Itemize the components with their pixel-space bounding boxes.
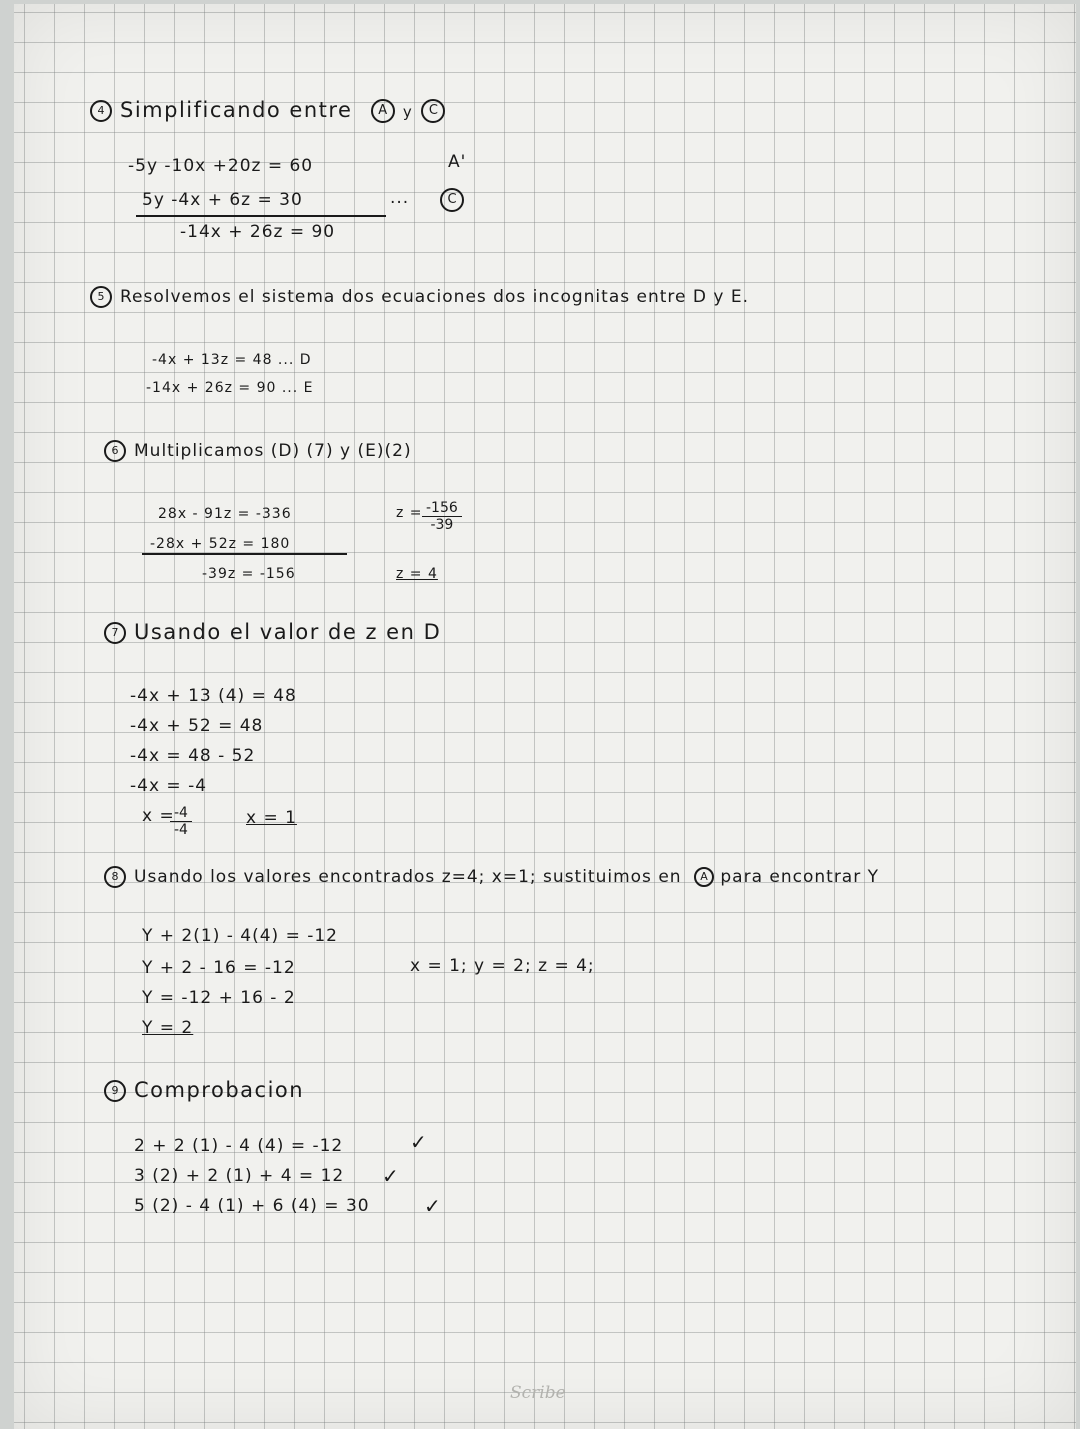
step-8-tail: para encontrar Y [720,867,879,887]
step-7-line-4: -4x = -4 [130,776,208,796]
check-line-1: 2 + 2 (1) - 4 (4) = -12 [134,1136,344,1156]
step-6-fraction [422,500,462,533]
step-6-line-2: -28x + 52z = 180 [150,536,291,552]
step-5-equation-e: -14x + 26z = 90 ... E [146,380,314,396]
step-6-fraction-numerator: -156 [422,500,462,517]
step-5-number: 5 [90,286,112,308]
step-6-result: z = 4 [396,566,438,582]
check-line-3: 5 (2) - 4 (1) + 6 (4) = 30 [134,1196,370,1216]
step-7-line-1: -4x + 13 (4) = 48 [130,686,297,706]
step-4-line-2-tag: C [440,188,464,212]
step-8-line-3: Y = -12 + 16 - 2 [142,988,296,1008]
step-7-fraction-numerator: -4 [170,805,192,822]
step-6-heading [104,440,412,462]
step-4-and: y [402,103,414,121]
step-8-ref-a-circled: A [694,867,714,887]
step-8-number: 8 [104,866,126,888]
step-7-fraction [170,805,192,838]
step-8-summary: x = 1; y = 2; z = 4; [410,956,595,976]
step-6-line-3: -39z = -156 [202,566,296,582]
step-6-frac-lhs: z = [396,505,423,521]
step-4-line-1: -5y -10x +20z = 60 [128,156,314,176]
step-6-sum-line [142,553,347,555]
step-7-result: x = 1 [246,808,297,828]
step-8-result: Y = 2 [142,1018,194,1038]
step-5-heading [90,286,749,308]
ref-a-circled: A [371,99,395,123]
step-7-line-2: -4x + 52 = 48 [130,716,264,736]
step-7-frac-lhs: x = [142,806,175,826]
step-4-line-1-tag: A' [448,152,467,172]
step-7-heading [104,620,441,644]
step-6-number: 6 [104,440,126,462]
step-8-line-1: Y + 2(1) - 4(4) = -12 [142,926,338,946]
step-8-heading [104,866,879,888]
step-8-title: Usando los valores encontrados z=4; x=1; sustituimos en [134,867,682,887]
step-4-line-3: -14x + 26z = 90 [180,222,336,242]
step-6-title: Multiplicamos (D) (7) y (E)(2) [134,441,412,461]
step-8-line-2: Y + 2 - 16 = -12 [142,958,296,978]
step-6-fraction-denominator: -39 [430,517,454,533]
step-7-title: Usando el valor de z en D [134,620,442,644]
step-4-line-2-dots: ... [390,188,410,208]
step-9-heading [104,1078,304,1102]
scribe-watermark: Scribe [510,1383,566,1403]
step-9-number: 9 [104,1080,126,1102]
check-line-2: 3 (2) + 2 (1) + 4 = 12 [134,1166,345,1186]
check-mark-icon: ✓ [410,1130,427,1154]
step-7-line-3: -4x = 48 - 52 [130,746,256,766]
ref-c-circled: C [421,99,445,123]
check-mark-icon: ✓ [424,1194,441,1218]
step-4-sum-line [136,215,386,217]
step-4-line-2: 5y -4x + 6z = 30 [142,190,303,210]
step-4-title: Simplificando entre [120,98,353,122]
step-7-number: 7 [104,622,126,644]
check-mark-icon: ✓ [382,1164,399,1188]
step-6-line-1: 28x - 91z = -336 [158,506,292,522]
step-4-number: 4 [90,100,112,122]
step-5-title: Resolvemos el sistema dos ecuaciones dos incognitas entre D y E. [120,287,749,307]
step-7-fraction-denominator: -4 [174,822,188,838]
step-4-heading [90,98,445,123]
step-5-equation-d: -4x + 13z = 48 ... D [152,352,312,368]
step-9-title: Comprobacion [134,1078,305,1102]
